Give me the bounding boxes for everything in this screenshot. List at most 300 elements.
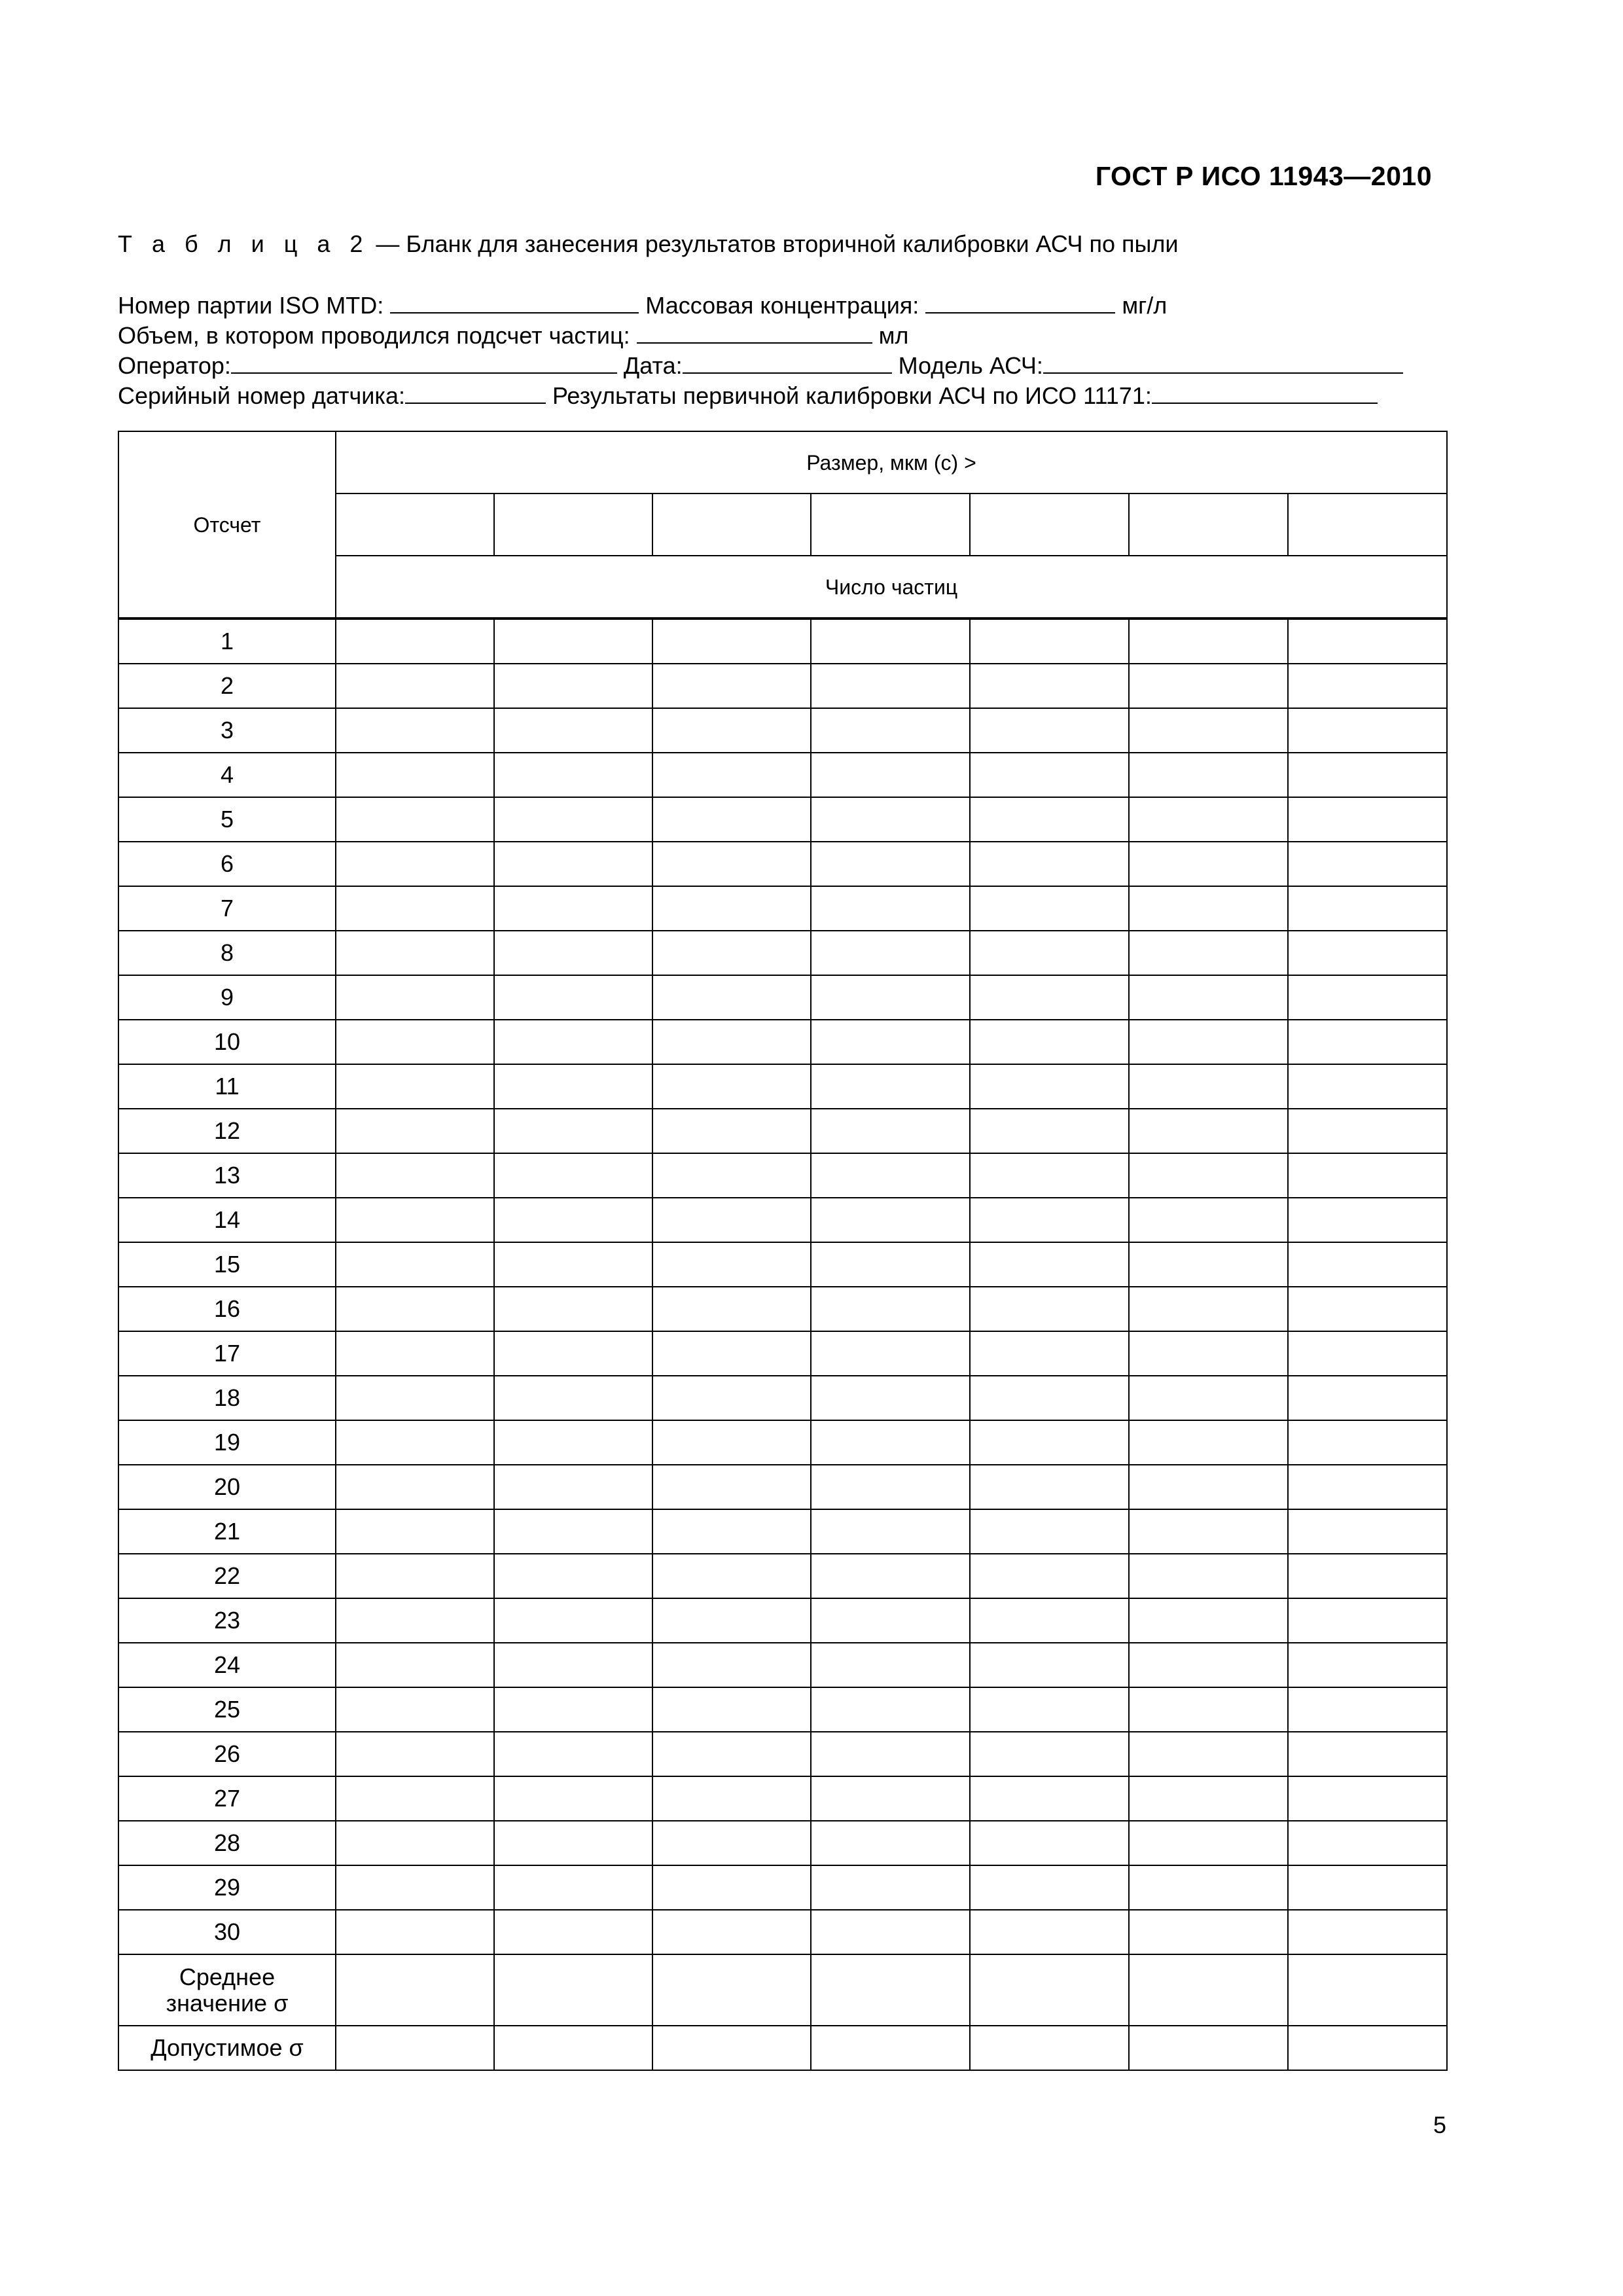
count-cell[interactable] <box>1288 1420 1447 1465</box>
count-cell[interactable] <box>652 1064 811 1109</box>
count-cell[interactable] <box>336 797 494 842</box>
count-cell[interactable] <box>494 1732 652 1776</box>
count-cell[interactable] <box>1288 1153 1447 1198</box>
count-cell[interactable] <box>494 1598 652 1643</box>
count-cell[interactable] <box>494 619 652 664</box>
count-cell[interactable] <box>494 1687 652 1732</box>
count-cell[interactable] <box>811 1465 970 1509</box>
count-cell[interactable] <box>494 1554 652 1598</box>
count-cell[interactable] <box>811 1420 970 1465</box>
count-cell[interactable] <box>652 1153 811 1198</box>
row-number: 18 <box>118 1376 336 1420</box>
count-cell[interactable] <box>970 931 1129 975</box>
count-cell[interactable] <box>970 1732 1129 1776</box>
count-cell[interactable] <box>336 1910 494 1954</box>
count-cell[interactable] <box>811 1910 970 1954</box>
count-cell[interactable] <box>652 1732 811 1776</box>
count-cell[interactable] <box>1129 1687 1288 1732</box>
count-cell[interactable] <box>1129 1287 1288 1331</box>
count-cell[interactable] <box>1288 708 1447 753</box>
count-cell[interactable] <box>811 1643 970 1687</box>
table-row <box>118 797 1447 842</box>
table-row <box>118 1509 1447 1554</box>
count-cell[interactable] <box>811 1865 970 1910</box>
standard-code: ГОСТ Р ИСО 11943—2010 <box>1095 161 1432 191</box>
count-cell[interactable] <box>1288 619 1447 664</box>
count-cell[interactable] <box>811 1509 970 1554</box>
count-cell[interactable] <box>811 1153 970 1198</box>
count-cell[interactable] <box>811 1732 970 1776</box>
operator-field[interactable] <box>231 353 617 374</box>
count-cell[interactable] <box>1129 1153 1288 1198</box>
count-cell[interactable] <box>652 1509 811 1554</box>
count-cell[interactable] <box>1288 842 1447 886</box>
count-cell[interactable] <box>652 1598 811 1643</box>
count-cell[interactable] <box>652 619 811 664</box>
count-cell[interactable] <box>494 708 652 753</box>
count-cell[interactable] <box>652 1420 811 1465</box>
count-cell[interactable] <box>652 1465 811 1509</box>
count-cell[interactable] <box>494 842 652 886</box>
count-cell[interactable] <box>494 1821 652 1865</box>
serial-label: Серийный номер датчика: <box>118 382 405 409</box>
table-row <box>118 1643 1447 1687</box>
count-cell[interactable] <box>1288 975 1447 1020</box>
table-row <box>118 1821 1447 1865</box>
count-cell[interactable] <box>1129 1732 1288 1776</box>
count-cell[interactable] <box>494 1064 652 1109</box>
count-cell[interactable] <box>652 1776 811 1821</box>
count-cell[interactable] <box>336 1020 494 1064</box>
mean-cell[interactable] <box>970 1954 1129 2026</box>
count-cell[interactable] <box>1129 975 1288 1020</box>
count-cell[interactable] <box>970 1198 1129 1242</box>
count-cell[interactable] <box>1288 797 1447 842</box>
row-number: 19 <box>118 1420 336 1465</box>
count-cell[interactable] <box>1129 1064 1288 1109</box>
count-cell[interactable] <box>336 708 494 753</box>
count-cell[interactable] <box>970 1109 1129 1153</box>
table-row <box>118 1420 1447 1465</box>
count-cell[interactable] <box>811 1331 970 1376</box>
count-cell[interactable] <box>811 1020 970 1064</box>
row-number: 26 <box>118 1732 336 1776</box>
count-cell[interactable] <box>652 1910 811 1954</box>
size-input-cell[interactable] <box>1288 493 1447 556</box>
row-number: 16 <box>118 1287 336 1331</box>
count-cell[interactable] <box>811 1776 970 1821</box>
count-cell[interactable] <box>494 1420 652 1465</box>
mean-label-line2: значение σ <box>166 1989 289 2017</box>
size-input-cell[interactable] <box>811 493 970 556</box>
count-cell[interactable] <box>970 1242 1129 1287</box>
table-row <box>118 1687 1447 1732</box>
count-cell[interactable] <box>652 664 811 708</box>
count-cell[interactable] <box>336 1687 494 1732</box>
count-cell[interactable] <box>1129 1865 1288 1910</box>
table-row <box>118 1910 1447 1954</box>
count-cell[interactable] <box>336 1554 494 1598</box>
count-cell[interactable] <box>652 1242 811 1287</box>
count-cell[interactable] <box>811 1687 970 1732</box>
row-number: 11 <box>118 1064 336 1109</box>
calibration-table <box>118 431 1448 2071</box>
count-cell[interactable] <box>1129 1109 1288 1153</box>
count-cell[interactable] <box>336 1821 494 1865</box>
mean-cell[interactable] <box>494 1954 652 2026</box>
row-number: 1 <box>118 619 336 664</box>
count-cell[interactable] <box>652 1109 811 1153</box>
count-cell[interactable] <box>1288 1109 1447 1153</box>
table-row <box>118 931 1447 975</box>
count-cell[interactable] <box>970 1910 1129 1954</box>
count-cell[interactable] <box>970 1865 1129 1910</box>
count-cell[interactable] <box>970 1465 1129 1509</box>
form-line-serial <box>118 381 1446 411</box>
count-cell[interactable] <box>970 1554 1129 1598</box>
allowed-sigma-row <box>118 2026 1447 2070</box>
count-cell[interactable] <box>494 1376 652 1420</box>
count-cell[interactable] <box>336 1198 494 1242</box>
count-cell[interactable] <box>494 931 652 975</box>
count-header: Отсчет <box>118 431 336 619</box>
mean-cell[interactable] <box>1288 1954 1447 2026</box>
count-cell[interactable] <box>811 1242 970 1287</box>
count-cell[interactable] <box>1129 619 1288 664</box>
count-cell[interactable] <box>494 1287 652 1331</box>
count-cell[interactable] <box>1288 753 1447 797</box>
size-input-cell[interactable] <box>970 493 1129 556</box>
count-cell[interactable] <box>970 1420 1129 1465</box>
count-cell[interactable] <box>811 842 970 886</box>
count-cell[interactable] <box>1129 1465 1288 1509</box>
count-cell[interactable] <box>1288 1198 1447 1242</box>
count-cell[interactable] <box>1288 931 1447 975</box>
count-cell[interactable] <box>336 1420 494 1465</box>
count-cell[interactable] <box>336 931 494 975</box>
count-cell[interactable] <box>811 1287 970 1331</box>
mean-cell[interactable] <box>652 1954 811 2026</box>
row-number: 13 <box>118 1153 336 1198</box>
allowed-sigma-cell[interactable] <box>494 2026 652 2070</box>
count-cell[interactable] <box>1129 1198 1288 1242</box>
count-cell[interactable] <box>494 1109 652 1153</box>
count-cell[interactable] <box>652 1643 811 1687</box>
count-cell[interactable] <box>336 1153 494 1198</box>
size-input-cell[interactable] <box>336 493 494 556</box>
calibration-table-body <box>118 431 1447 2070</box>
allowed-sigma-cell[interactable] <box>970 2026 1129 2070</box>
count-cell[interactable] <box>1129 931 1288 975</box>
row-number: 27 <box>118 1776 336 1821</box>
count-cell[interactable] <box>970 1064 1129 1109</box>
count-cell[interactable] <box>970 886 1129 931</box>
count-cell[interactable] <box>1288 1687 1447 1732</box>
count-cell[interactable] <box>494 1643 652 1687</box>
count-cell[interactable] <box>1288 1242 1447 1287</box>
count-cell[interactable] <box>970 842 1129 886</box>
table-row <box>118 1776 1447 1821</box>
count-cell[interactable] <box>494 1020 652 1064</box>
count-cell[interactable] <box>494 1153 652 1198</box>
count-cell[interactable] <box>1288 1910 1447 1954</box>
count-cell[interactable] <box>494 1910 652 1954</box>
count-cell[interactable] <box>336 1643 494 1687</box>
count-cell[interactable] <box>336 1732 494 1776</box>
row-number: 4 <box>118 753 336 797</box>
date-field[interactable] <box>683 353 892 374</box>
count-cell[interactable] <box>336 886 494 931</box>
count-cell[interactable] <box>652 1687 811 1732</box>
count-cell[interactable] <box>336 1064 494 1109</box>
row-number: 17 <box>118 1331 336 1376</box>
count-cell[interactable] <box>1288 1554 1447 1598</box>
count-cell[interactable] <box>336 1465 494 1509</box>
count-cell[interactable] <box>494 886 652 931</box>
table-caption-text: — Бланк для занесения результатов вторичной калибровки АСЧ по пыли <box>369 230 1179 257</box>
count-cell[interactable] <box>811 664 970 708</box>
count-cell[interactable] <box>1288 1865 1447 1910</box>
count-cell[interactable] <box>1288 1598 1447 1643</box>
count-cell[interactable] <box>970 1776 1129 1821</box>
count-cell[interactable] <box>652 708 811 753</box>
count-cell[interactable] <box>494 664 652 708</box>
count-cell[interactable] <box>811 1198 970 1242</box>
count-cell[interactable] <box>970 619 1129 664</box>
table-row <box>118 1153 1447 1198</box>
row-number: 28 <box>118 1821 336 1865</box>
table-caption <box>118 230 1179 258</box>
count-cell[interactable] <box>336 1376 494 1420</box>
mean-cell[interactable] <box>336 1954 494 2026</box>
count-cell[interactable] <box>1288 1821 1447 1865</box>
mass-concentration-unit: мг/л <box>1122 292 1168 319</box>
count-cell[interactable] <box>336 842 494 886</box>
count-cell[interactable] <box>970 1821 1129 1865</box>
count-cell[interactable] <box>1288 1287 1447 1331</box>
count-cell[interactable] <box>811 708 970 753</box>
count-cell[interactable] <box>811 1376 970 1420</box>
count-cell[interactable] <box>336 753 494 797</box>
count-cell[interactable] <box>652 975 811 1020</box>
model-field[interactable] <box>1043 353 1403 374</box>
count-cell[interactable] <box>336 975 494 1020</box>
count-cell[interactable] <box>1129 1242 1288 1287</box>
count-cell[interactable] <box>970 975 1129 1020</box>
table-row <box>118 1376 1447 1420</box>
count-cell[interactable] <box>811 797 970 842</box>
table-row <box>118 1064 1447 1109</box>
count-cell[interactable] <box>970 1598 1129 1643</box>
row-number: 30 <box>118 1910 336 1954</box>
count-cell[interactable] <box>494 1331 652 1376</box>
count-cell[interactable] <box>494 975 652 1020</box>
row-number: 29 <box>118 1865 336 1910</box>
table-row <box>118 1732 1447 1776</box>
serial-field[interactable] <box>405 383 546 404</box>
count-cell[interactable] <box>336 1598 494 1643</box>
count-cell[interactable] <box>1288 664 1447 708</box>
count-cell[interactable] <box>336 664 494 708</box>
count-cell[interactable] <box>970 1376 1129 1420</box>
count-cell[interactable] <box>1129 664 1288 708</box>
count-cell[interactable] <box>1288 1643 1447 1687</box>
count-cell[interactable] <box>1288 1509 1447 1554</box>
count-cell[interactable] <box>652 1554 811 1598</box>
count-cell[interactable] <box>970 1153 1129 1198</box>
count-cell[interactable] <box>970 1509 1129 1554</box>
count-cell[interactable] <box>1288 886 1447 931</box>
count-cell[interactable] <box>970 664 1129 708</box>
form-line-operator <box>118 351 1446 381</box>
allowed-sigma-cell[interactable] <box>652 2026 811 2070</box>
count-cell[interactable] <box>494 797 652 842</box>
count-cell[interactable] <box>970 797 1129 842</box>
count-cell[interactable] <box>1129 1776 1288 1821</box>
count-cell[interactable] <box>1288 1064 1447 1109</box>
batch-field[interactable] <box>390 293 639 314</box>
count-cell[interactable] <box>652 1331 811 1376</box>
size-input-cell[interactable] <box>494 493 652 556</box>
count-cell[interactable] <box>652 931 811 975</box>
count-cell[interactable] <box>1129 1643 1288 1687</box>
table-row <box>118 1598 1447 1643</box>
count-cell[interactable] <box>652 753 811 797</box>
count-cell[interactable] <box>1129 708 1288 753</box>
count-cell[interactable] <box>1129 753 1288 797</box>
count-cell[interactable] <box>1129 1910 1288 1954</box>
count-cell[interactable] <box>1129 1509 1288 1554</box>
count-cell[interactable] <box>652 1287 811 1331</box>
size-input-cell[interactable] <box>1129 493 1288 556</box>
count-cell[interactable] <box>336 619 494 664</box>
size-header: Размер, мкм (с) > <box>336 431 1447 493</box>
row-number: 10 <box>118 1020 336 1064</box>
count-cell[interactable] <box>970 1643 1129 1687</box>
allowed-sigma-cell[interactable] <box>811 2026 970 2070</box>
count-cell[interactable] <box>336 1287 494 1331</box>
count-cell[interactable] <box>1288 1776 1447 1821</box>
form-header-fields <box>118 291 1446 411</box>
count-cell[interactable] <box>494 1198 652 1242</box>
mean-cell[interactable] <box>1129 1954 1288 2026</box>
count-cell[interactable] <box>970 753 1129 797</box>
count-cell[interactable] <box>652 797 811 842</box>
count-cell[interactable] <box>1288 1020 1447 1064</box>
count-cell[interactable] <box>811 931 970 975</box>
count-cell[interactable] <box>336 1509 494 1554</box>
count-cell[interactable] <box>652 886 811 931</box>
count-cell[interactable] <box>336 1865 494 1910</box>
mean-row <box>118 1954 1447 2026</box>
row-number: 15 <box>118 1242 336 1287</box>
count-cell[interactable] <box>494 1776 652 1821</box>
count-cell[interactable] <box>1129 1598 1288 1643</box>
count-cell[interactable] <box>811 753 970 797</box>
count-cell[interactable] <box>652 842 811 886</box>
count-cell[interactable] <box>336 1242 494 1287</box>
mean-cell[interactable] <box>811 1954 970 2026</box>
row-number: 9 <box>118 975 336 1020</box>
count-cell[interactable] <box>652 1821 811 1865</box>
row-number: 8 <box>118 931 336 975</box>
count-cell[interactable] <box>811 1821 970 1865</box>
count-cell[interactable] <box>970 1287 1129 1331</box>
count-cell[interactable] <box>1288 1465 1447 1509</box>
operator-label: Оператор: <box>118 352 231 379</box>
count-cell[interactable] <box>1129 1420 1288 1465</box>
count-cell[interactable] <box>494 1865 652 1910</box>
count-cell[interactable] <box>336 1776 494 1821</box>
volume-field[interactable] <box>637 323 872 344</box>
count-cell[interactable] <box>811 1598 970 1643</box>
count-cell[interactable] <box>811 619 970 664</box>
count-cell[interactable] <box>1129 797 1288 842</box>
mean-label <box>118 1954 336 2026</box>
count-cell[interactable] <box>1129 1020 1288 1064</box>
table-row <box>118 708 1447 753</box>
mean-label-line1: Среднее <box>179 1963 276 1990</box>
count-cell[interactable] <box>1129 1554 1288 1598</box>
count-cell[interactable] <box>494 1509 652 1554</box>
batch-label: Номер партии ISO MTD: <box>118 292 384 319</box>
count-cell[interactable] <box>494 753 652 797</box>
count-cell[interactable] <box>811 886 970 931</box>
row-number: 22 <box>118 1554 336 1598</box>
row-number: 21 <box>118 1509 336 1554</box>
primary-calibration-field[interactable] <box>1152 383 1378 404</box>
allowed-sigma-cell[interactable] <box>336 2026 494 2070</box>
primary-calibration-label: Результаты первичной калибровки АСЧ по ИСО 11171: <box>552 382 1152 409</box>
table-row <box>118 753 1447 797</box>
count-cell[interactable] <box>970 1331 1129 1376</box>
count-cell[interactable] <box>652 1865 811 1910</box>
count-cell[interactable] <box>652 1198 811 1242</box>
count-cell[interactable] <box>970 1020 1129 1064</box>
count-cell[interactable] <box>970 708 1129 753</box>
count-cell[interactable] <box>811 1109 970 1153</box>
size-input-cell[interactable] <box>652 493 811 556</box>
count-cell[interactable] <box>1288 1732 1447 1776</box>
count-cell[interactable] <box>811 1554 970 1598</box>
count-cell[interactable] <box>1129 1821 1288 1865</box>
count-cell[interactable] <box>970 1687 1129 1732</box>
count-cell[interactable] <box>494 1242 652 1287</box>
volume-label: Объем, в котором проводился подсчет частиц: <box>118 322 630 349</box>
row-number: 14 <box>118 1198 336 1242</box>
count-cell[interactable] <box>494 1465 652 1509</box>
count-cell[interactable] <box>1129 842 1288 886</box>
count-cell[interactable] <box>652 1020 811 1064</box>
table-row <box>118 842 1447 886</box>
count-cell[interactable] <box>811 1064 970 1109</box>
table-row <box>118 1020 1447 1064</box>
allowed-sigma-cell[interactable] <box>1288 2026 1447 2070</box>
mass-concentration-field[interactable] <box>925 293 1115 314</box>
count-cell[interactable] <box>336 1331 494 1376</box>
count-cell[interactable] <box>1288 1376 1447 1420</box>
count-cell[interactable] <box>336 1109 494 1153</box>
count-cell[interactable] <box>811 975 970 1020</box>
count-cell[interactable] <box>1129 1376 1288 1420</box>
count-cell[interactable] <box>1129 886 1288 931</box>
allowed-sigma-cell[interactable] <box>1129 2026 1288 2070</box>
count-cell[interactable] <box>1288 1331 1447 1376</box>
count-cell[interactable] <box>1129 1331 1288 1376</box>
page-number: 5 <box>1433 2111 1446 2138</box>
row-number: 23 <box>118 1598 336 1643</box>
count-cell[interactable] <box>652 1376 811 1420</box>
